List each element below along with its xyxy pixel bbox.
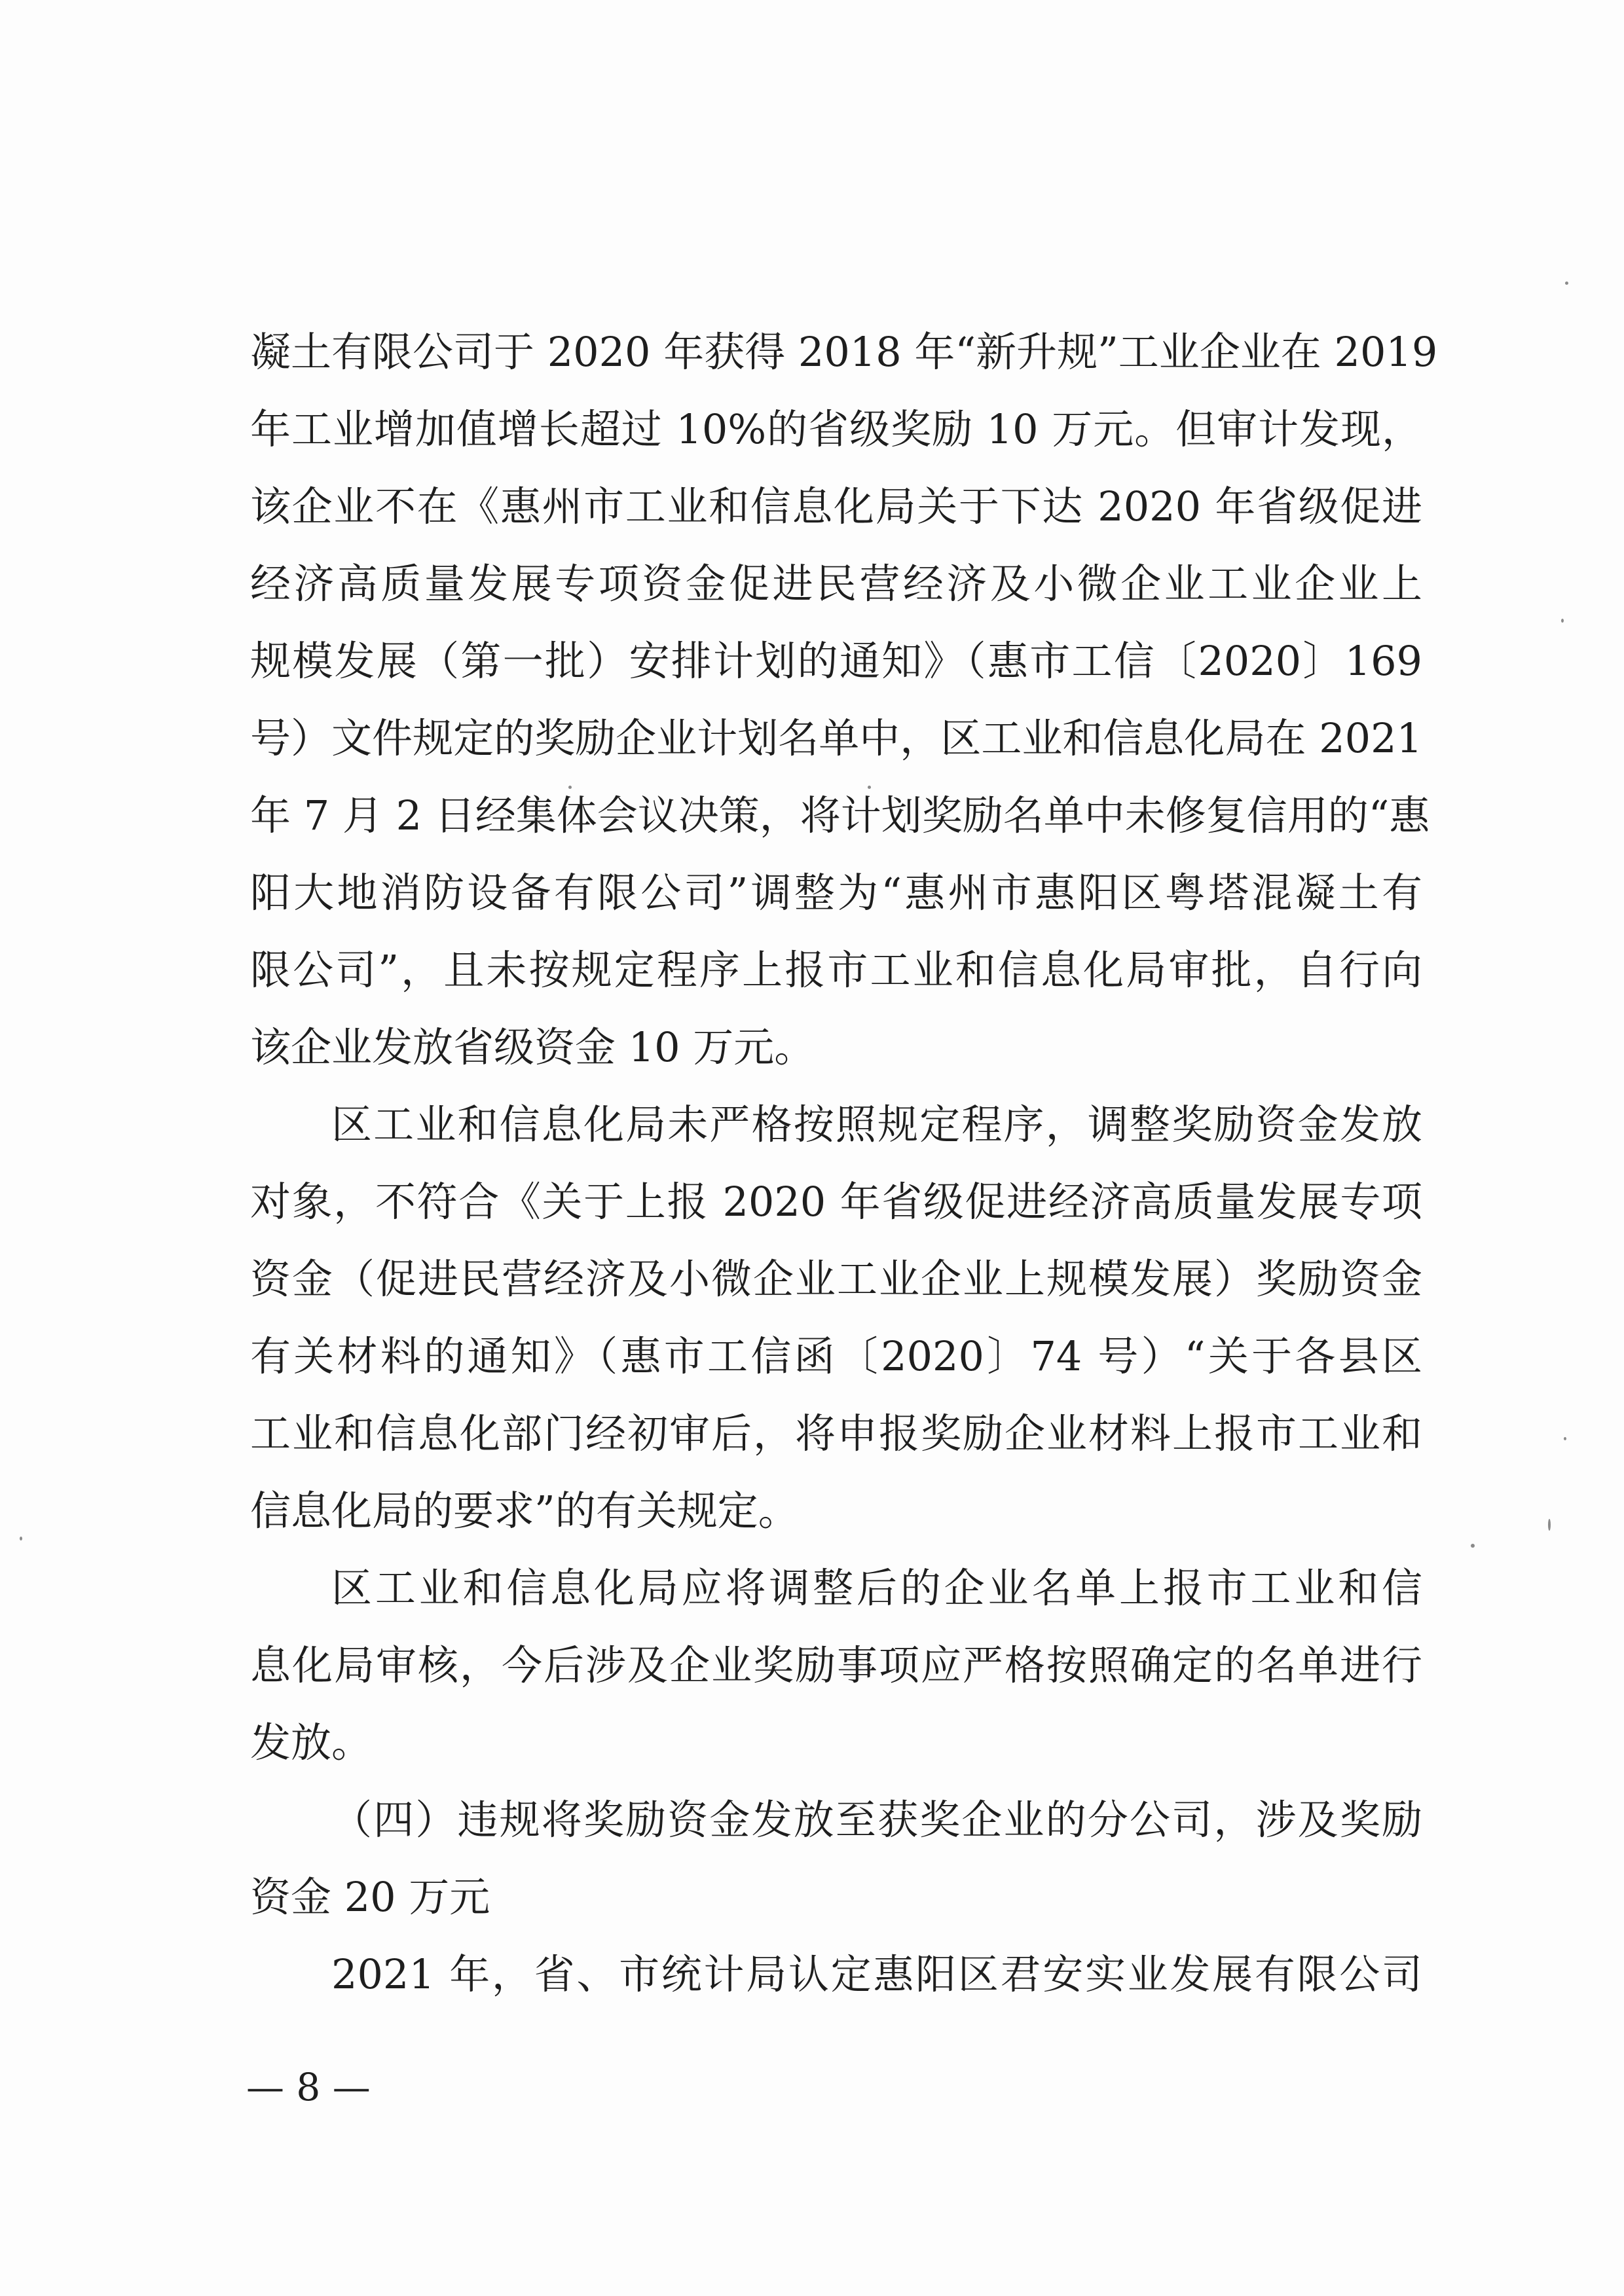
- text-line: 年 7 月 2 日经集体会议决策，将计划奖励名单中未修复信用的“惠: [250, 792, 1430, 839]
- page-number: — 8 —: [246, 2065, 371, 2109]
- scan-speck: [1548, 1519, 1551, 1531]
- text-line: 该企业发放省级资金 10 万元。: [250, 1023, 815, 1071]
- text-line: 资金（促进民营经济及小微企业工业企业上规模发展）奖励资金: [250, 1255, 1422, 1303]
- text-line: 号）文件规定的奖励企业计划名单中，区工业和信息化局在 2021: [250, 714, 1422, 762]
- text-line: 规模发展（第一批）安排计划的通知》（惠市工信〔2020〕169: [250, 637, 1422, 685]
- section-heading-line: （四）违规将奖励资金发放至获奖企业的分公司，涉及奖励: [331, 1796, 1422, 1844]
- text-line: 阳大地消防设备有限公司”调整为“惠州市惠阳区粤塔混凝土有: [250, 869, 1422, 917]
- text-line: 息化局审核，今后涉及企业奖励事项应严格按照确定的名单进行: [250, 1641, 1422, 1689]
- text-line: 经济高质量发展专项资金促进民营经济及小微企业工业企业上: [250, 560, 1422, 608]
- text-line: 年工业增加值增长超过 10%的省级奖励 10 万元。但审计发现，: [250, 405, 1422, 453]
- scan-speck: [568, 786, 572, 789]
- text-line: 限公司”，且未按规定程序上报市工业和信息化局审批，自行向: [250, 946, 1422, 994]
- text-line: 工业和信息化部门经初审后，将申报奖励企业材料上报市工业和: [250, 1410, 1422, 1457]
- scan-speck: [1564, 1437, 1566, 1440]
- text-line: 信息化局的要求”的有关规定。: [250, 1487, 799, 1535]
- text-line: 发放。: [250, 1719, 373, 1766]
- scan-speck: [1565, 282, 1568, 285]
- text-line: 凝土有限公司于 2020 年获得 2018 年“新升规”工业企业在 2019: [250, 328, 1438, 376]
- paragraph-start-line: 2021 年，省、市统计局认定惠阳区君安实业发展有限公司: [331, 1950, 1422, 1998]
- paragraph-start-line: 区工业和信息化局应将调整后的企业名单上报市工业和信: [331, 1564, 1422, 1612]
- text-line: 该企业不在《惠州市工业和信息化局关于下达 2020 年省级促进: [250, 483, 1422, 530]
- paragraph-start-line: 区工业和信息化局未严格按照规定程序，调整奖励资金发放: [331, 1101, 1422, 1148]
- text-line: 有关材料的通知》（惠市工信函〔2020〕74 号）“关于各县区: [250, 1332, 1422, 1380]
- scan-speck: [868, 786, 871, 789]
- text-line: 对象，不符合《关于上报 2020 年省级促进经济高质量发展专项: [250, 1178, 1422, 1226]
- scan-speck: [1561, 619, 1564, 623]
- scan-speck: [1471, 1544, 1475, 1548]
- section-heading-line: 资金 20 万元: [250, 1873, 490, 1921]
- scan-speck: [20, 1537, 22, 1540]
